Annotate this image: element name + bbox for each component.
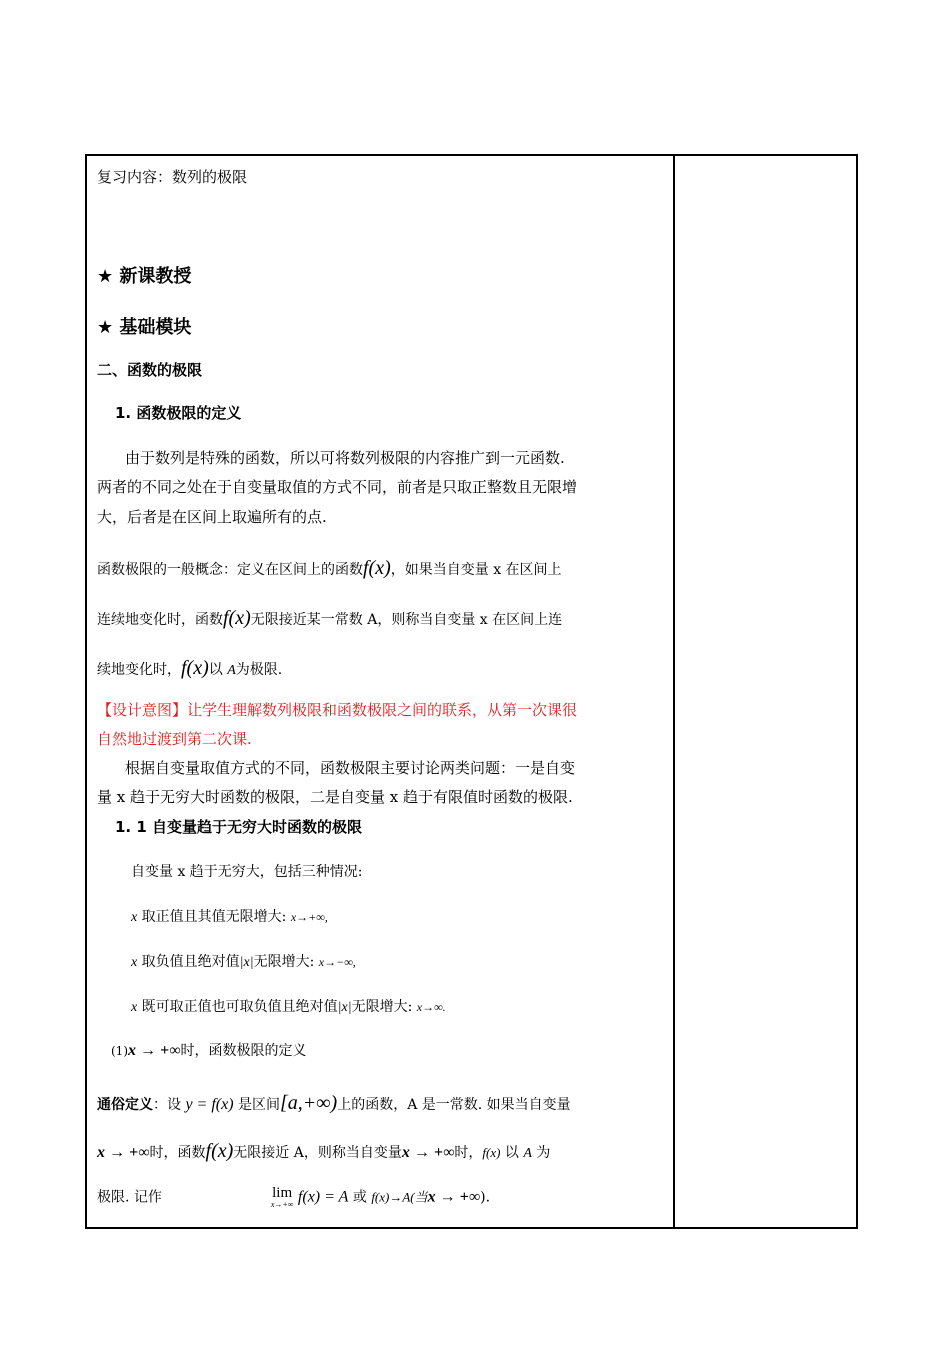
case-text: 既可取正值也可取负值且绝对值 — [141, 999, 338, 1015]
case-text: 取负值且绝对值 — [141, 954, 240, 970]
limit-operator — [271, 1186, 294, 1209]
content-column — [87, 156, 673, 1227]
limit-expr: x → +∞ — [427, 1188, 481, 1206]
heading-new-lesson: ★ 新课教授 — [97, 266, 192, 287]
def-text: 以 — [504, 1145, 519, 1161]
def-text: ：设 — [153, 1097, 181, 1113]
concept-text: 连续地变化时，函数 — [97, 612, 223, 628]
section-heading: 二、函数的极限 — [97, 361, 203, 379]
item-1 — [111, 1040, 307, 1060]
abs-x: |x| — [239, 955, 254, 970]
concept-text: 为极限. — [235, 662, 283, 678]
notes-column — [675, 156, 856, 1227]
x-symbol: x — [131, 1000, 138, 1015]
fx-expr: f(x) — [181, 657, 209, 679]
limit-alt-expr: f(x)→A(当 — [371, 1189, 428, 1205]
def-text: 或 — [352, 1189, 367, 1206]
popular-def-label: 通俗定义 — [97, 1097, 153, 1113]
concept-text: 无限接近某一常数 A，则称当自变量 x 在区间上连 — [250, 612, 563, 628]
limit-expr: x→∞. — [416, 1000, 446, 1014]
limit-expr: x→−∞, — [318, 955, 356, 969]
popular-def-line3 — [97, 1186, 490, 1209]
case-text: 无限增大: — [253, 954, 315, 970]
concept-text: 续地变化时， — [97, 662, 181, 678]
concept-text: ，如果当自变量 x 在区间上 — [390, 562, 562, 578]
para2-line1: 根据自变量取值方式的不同，函数极限主要讨论两类问题：一是自变 — [125, 759, 576, 777]
concept-text: 函数极限的一般概念：定义在区间上的函数 — [97, 562, 363, 578]
limit-expr: x→+∞, — [290, 910, 328, 924]
review-line: 复习内容：数列的极限 — [97, 168, 248, 186]
def-text: 时， — [454, 1145, 483, 1161]
def-text: 时，函数 — [149, 1145, 206, 1161]
heading-basic-module: ★ 基础模块 — [97, 317, 192, 338]
fx-expr: f(x) — [482, 1145, 501, 1160]
popular-def-line1 — [97, 1092, 571, 1115]
design-intent-line2: 自然地过渡到第二次课. — [97, 730, 252, 748]
lim-subscript: x→+∞ — [270, 1200, 294, 1209]
abs-x: |x| — [337, 1000, 352, 1015]
lim-text: lim — [272, 1185, 293, 1201]
def-text: 是区间 — [238, 1097, 281, 1113]
concept-line1 — [97, 557, 562, 580]
case-2 — [131, 951, 356, 971]
limit-expr: x → +∞ — [97, 1144, 150, 1161]
limit-equation: f(x) = A — [297, 1188, 349, 1206]
concept-text: 以 — [208, 662, 223, 678]
case-text: 取正值且其值无限增大: — [141, 909, 287, 925]
popular-def-line2 — [97, 1140, 550, 1163]
A-symbol: A — [227, 663, 236, 678]
item-number: (1) — [111, 1044, 128, 1058]
para1-line1: 由于数列是特殊的函数，所以可将数列极限的内容推广到一元函数. — [125, 449, 565, 467]
lesson-table — [85, 154, 858, 1229]
fx-expr: f(x) — [205, 1140, 234, 1162]
def-text: 上的函数，A 是一常数. 如果当自变量 — [337, 1097, 571, 1113]
limit-expr: x → +∞ — [401, 1144, 455, 1161]
function-expr: y = f(x) — [185, 1096, 234, 1113]
def-text: 无限接近 A，则称当自变量 — [233, 1145, 402, 1161]
x-symbol: x — [131, 955, 138, 970]
para1-line2: 两者的不同之处在于自变量取值的方式不同，前者是只取正整数且无限增 — [97, 478, 578, 496]
concept-line3 — [97, 657, 282, 680]
case-text: 无限增大: — [351, 999, 413, 1015]
limit-expr: x → +∞ — [128, 1042, 181, 1059]
interval-expr: [a,+∞) — [280, 1092, 338, 1114]
def-text: 极限. 记作 — [97, 1189, 162, 1206]
def-text: 为 — [536, 1145, 551, 1161]
def-text: ). — [480, 1189, 491, 1206]
A-symbol: A — [523, 1146, 532, 1161]
case-3 — [131, 996, 446, 1016]
subsection-1-1: 1. 1 自变量趋于无穷大时函数的极限 — [115, 818, 363, 836]
para2-line2: 量 x 趋于无穷大时函数的极限，二是自变量 x 趋于有限值时函数的极限. — [97, 788, 573, 806]
para1-line3: 大，后者是在区间上取遍所有的点. — [97, 508, 327, 526]
item-text: 时，函数极限的定义 — [180, 1043, 307, 1059]
design-intent-line1: 【设计意图】让学生理解数列极限和函数极限之间的联系，从第一次课很 — [97, 701, 578, 719]
fx-expr: f(x) — [223, 607, 251, 629]
fx-expr: f(x) — [363, 557, 391, 579]
cases-intro: 自变量 x 趋于无穷大，包括三种情况: — [131, 864, 363, 880]
concept-line2 — [97, 607, 562, 630]
subsection-heading: 1. 函数极限的定义 — [115, 404, 242, 422]
x-symbol: x — [131, 910, 138, 925]
case-1 — [131, 906, 328, 926]
